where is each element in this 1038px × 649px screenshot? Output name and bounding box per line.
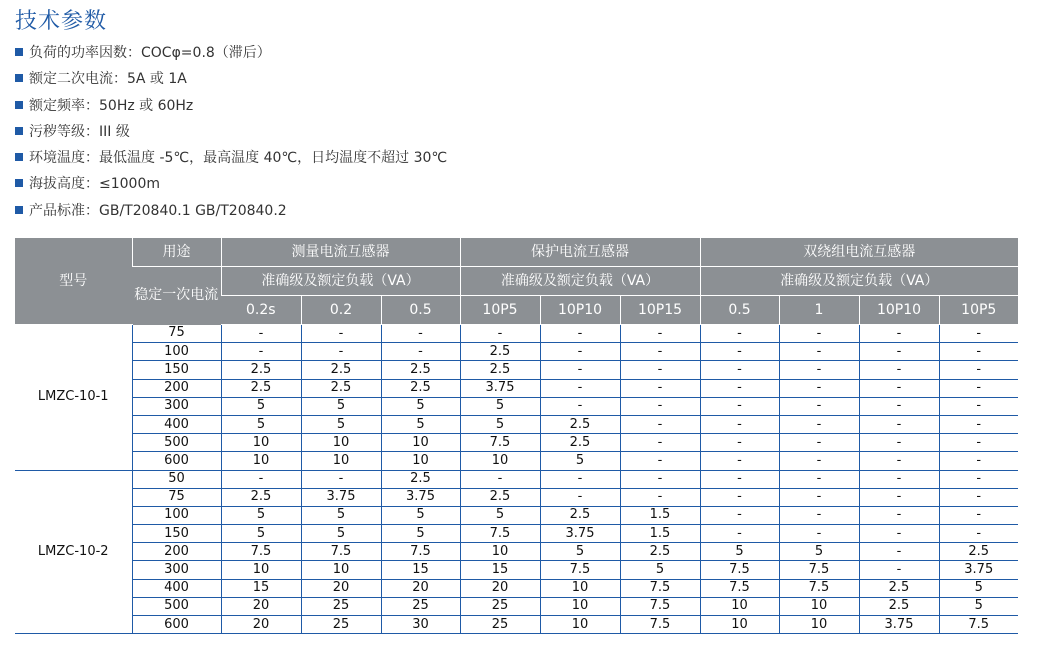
load-value-cell: 2.5 — [221, 361, 301, 379]
load-value-cell: - — [859, 452, 939, 470]
load-value-cell: 10 — [779, 597, 859, 615]
load-value-cell: 5 — [460, 415, 540, 433]
spec-list — [15, 40, 447, 224]
load-value-cell: 7.5 — [221, 543, 301, 561]
load-value-cell: - — [779, 470, 859, 488]
load-value-cell: 10 — [301, 434, 381, 452]
load-value-cell: - — [700, 325, 779, 343]
load-value-cell: 2.5 — [859, 597, 939, 615]
load-value-cell: 2.5 — [540, 434, 620, 452]
load-value-cell: - — [620, 415, 700, 433]
load-value-cell: 5 — [381, 506, 460, 524]
load-value-cell: 10 — [540, 579, 620, 597]
load-header: 准确级及额定负载（VA） — [460, 267, 700, 296]
load-value-cell: - — [460, 325, 540, 343]
spec-text: 产品标准：GB/T20840.1 GB/T20840.2 — [29, 202, 287, 219]
table-row — [15, 415, 1018, 433]
load-value-cell: 30 — [381, 616, 460, 634]
load-value-cell: - — [700, 525, 779, 543]
table-row — [15, 616, 1018, 634]
load-value-cell: 7.5 — [779, 561, 859, 579]
load-value-cell: - — [620, 488, 700, 506]
spec-text: 负荷的功率因数：COCφ=0.8（滞后） — [29, 45, 271, 61]
load-value-cell: 25 — [301, 616, 381, 634]
load-value-cell: 10 — [221, 561, 301, 579]
load-value-cell: - — [779, 415, 859, 433]
class-header: 10P10 — [859, 296, 939, 325]
load-value-cell: - — [540, 488, 620, 506]
load-value-cell: - — [381, 343, 460, 361]
square-bullet-icon — [15, 127, 23, 135]
load-value-cell: 2.5 — [381, 361, 460, 379]
table-row — [15, 525, 1018, 543]
load-value-cell: 5 — [301, 525, 381, 543]
class-header: 0.5 — [700, 296, 779, 325]
load-value-cell: 20 — [460, 579, 540, 597]
group-header-protection: 保护电流互感器 — [460, 238, 700, 267]
spec-table — [15, 238, 1018, 634]
table-row — [15, 561, 1018, 579]
group-header-measuring: 测量电流互感器 — [221, 238, 460, 267]
load-value-cell: 25 — [301, 597, 381, 615]
load-value-cell: 20 — [221, 597, 301, 615]
load-value-cell: 10 — [540, 597, 620, 615]
load-value-cell: 5 — [381, 415, 460, 433]
load-value-cell: 10 — [779, 616, 859, 634]
current-cell: 150 — [132, 525, 221, 543]
square-bullet-icon — [15, 74, 23, 82]
load-value-cell: 10 — [540, 616, 620, 634]
class-header: 10P5 — [460, 296, 540, 325]
spec-item — [15, 119, 447, 145]
load-value-cell: 10 — [381, 452, 460, 470]
load-value-cell: 5 — [221, 525, 301, 543]
primary-current-header: 稳定一次电流 — [132, 267, 221, 325]
load-value-cell: 5 — [779, 543, 859, 561]
load-value-cell: 7.5 — [939, 616, 1018, 634]
spec-item — [15, 171, 447, 197]
square-bullet-icon — [15, 48, 23, 56]
class-header: 10P15 — [620, 296, 700, 325]
load-value-cell: - — [620, 397, 700, 415]
current-cell: 75 — [132, 488, 221, 506]
spec-text: 额定频率：50Hz 或 60Hz — [29, 97, 194, 114]
load-value-cell: 5 — [301, 415, 381, 433]
load-value-cell: - — [301, 325, 381, 343]
load-value-cell: 5 — [381, 397, 460, 415]
load-value-cell: - — [620, 452, 700, 470]
load-value-cell: - — [939, 470, 1018, 488]
class-header: 0.2s — [221, 296, 301, 325]
load-value-cell: - — [700, 434, 779, 452]
load-value-cell: 2.5 — [301, 361, 381, 379]
load-value-cell: 10 — [700, 597, 779, 615]
spec-text: 污秽等级：III 级 — [29, 123, 130, 140]
load-value-cell: 10 — [301, 561, 381, 579]
load-value-cell: 5 — [301, 397, 381, 415]
load-value-cell: 2.5 — [540, 415, 620, 433]
load-value-cell: 5 — [460, 506, 540, 524]
load-value-cell: 10 — [301, 452, 381, 470]
spec-text: 额定二次电流：5A 或 1A — [29, 71, 187, 88]
load-value-cell: - — [301, 343, 381, 361]
square-bullet-icon — [15, 153, 23, 161]
load-value-cell: 15 — [460, 561, 540, 579]
load-value-cell: - — [939, 506, 1018, 524]
load-value-cell: 10 — [221, 452, 301, 470]
load-value-cell: 7.5 — [779, 579, 859, 597]
load-value-cell: 10 — [700, 616, 779, 634]
load-value-cell: 3.75 — [859, 616, 939, 634]
load-value-cell: - — [779, 434, 859, 452]
table-row — [15, 434, 1018, 452]
load-value-cell: 7.5 — [540, 561, 620, 579]
load-value-cell: - — [859, 361, 939, 379]
load-value-cell: - — [620, 343, 700, 361]
load-value-cell: - — [540, 397, 620, 415]
load-value-cell: 5 — [620, 561, 700, 579]
load-value-cell: - — [381, 325, 460, 343]
load-value-cell: - — [859, 434, 939, 452]
square-bullet-icon — [15, 179, 23, 187]
load-value-cell: 5 — [221, 506, 301, 524]
group-header-dual-winding: 双绕组电流互感器 — [700, 238, 1018, 267]
load-value-cell: 3.75 — [939, 561, 1018, 579]
load-value-cell: 2.5 — [381, 379, 460, 397]
load-value-cell: 5 — [381, 525, 460, 543]
load-value-cell: - — [939, 361, 1018, 379]
load-value-cell: 10 — [381, 434, 460, 452]
load-value-cell: - — [939, 452, 1018, 470]
table-header — [15, 238, 1018, 325]
load-value-cell: 5 — [939, 597, 1018, 615]
table-row — [15, 579, 1018, 597]
load-value-cell: - — [620, 434, 700, 452]
load-value-cell: 5 — [939, 579, 1018, 597]
table-row — [15, 488, 1018, 506]
current-cell: 600 — [132, 452, 221, 470]
load-value-cell: 3.75 — [301, 488, 381, 506]
load-value-cell: - — [859, 488, 939, 506]
load-value-cell: - — [939, 434, 1018, 452]
load-value-cell: - — [221, 343, 301, 361]
table-row — [15, 361, 1018, 379]
load-value-cell: 2.5 — [859, 579, 939, 597]
load-value-cell: - — [620, 379, 700, 397]
load-value-cell: - — [859, 343, 939, 361]
load-value-cell: - — [540, 470, 620, 488]
load-value-cell: 2.5 — [460, 488, 540, 506]
load-value-cell: 2.5 — [221, 379, 301, 397]
load-value-cell: - — [700, 379, 779, 397]
load-value-cell: 2.5 — [540, 506, 620, 524]
load-value-cell: 10 — [460, 543, 540, 561]
load-value-cell: 20 — [221, 616, 301, 634]
load-value-cell: - — [779, 506, 859, 524]
model-cell: LMZC-10-1 — [15, 325, 132, 471]
current-cell: 100 — [132, 506, 221, 524]
usage-header: 用途 — [132, 238, 221, 267]
load-value-cell: 25 — [460, 616, 540, 634]
load-value-cell: 15 — [221, 579, 301, 597]
load-value-cell: - — [540, 379, 620, 397]
load-value-cell: - — [779, 343, 859, 361]
load-header: 准确级及额定负载（VA） — [221, 267, 460, 296]
load-value-cell: - — [939, 488, 1018, 506]
load-value-cell: 10 — [221, 434, 301, 452]
spec-item — [15, 40, 447, 66]
load-value-cell: 5 — [460, 397, 540, 415]
current-cell: 600 — [132, 616, 221, 634]
spec-item — [15, 145, 447, 171]
load-value-cell: 25 — [381, 597, 460, 615]
square-bullet-icon — [15, 206, 23, 214]
table-row — [15, 379, 1018, 397]
load-value-cell: - — [221, 325, 301, 343]
current-cell: 200 — [132, 379, 221, 397]
load-value-cell: 5 — [221, 397, 301, 415]
table-row — [15, 452, 1018, 470]
table-row — [15, 506, 1018, 524]
spec-item — [15, 93, 447, 119]
load-value-cell: - — [939, 397, 1018, 415]
load-value-cell: 20 — [381, 579, 460, 597]
class-header: 0.2 — [301, 296, 381, 325]
load-header: 准确级及额定负载（VA） — [700, 267, 1018, 296]
load-value-cell: - — [700, 361, 779, 379]
load-value-cell: - — [779, 525, 859, 543]
load-value-cell: - — [460, 470, 540, 488]
load-value-cell: - — [221, 470, 301, 488]
load-value-cell: 7.5 — [620, 579, 700, 597]
class-header: 0.5 — [381, 296, 460, 325]
current-cell: 500 — [132, 597, 221, 615]
load-value-cell: 7.5 — [381, 543, 460, 561]
load-value-cell: 7.5 — [301, 543, 381, 561]
table-row — [15, 397, 1018, 415]
load-value-cell: 1.5 — [620, 525, 700, 543]
load-value-cell: 20 — [301, 579, 381, 597]
load-value-cell: - — [700, 452, 779, 470]
load-value-cell: - — [779, 452, 859, 470]
load-value-cell: - — [700, 488, 779, 506]
load-value-cell: - — [779, 325, 859, 343]
load-value-cell: 7.5 — [460, 434, 540, 452]
spec-text: 环境温度：最低温度 -5℃，最高温度 40℃，日均温度不超过 30℃ — [29, 150, 448, 167]
load-value-cell: - — [779, 361, 859, 379]
load-value-cell: 7.5 — [460, 525, 540, 543]
table-body — [15, 325, 1018, 634]
load-value-cell: - — [540, 325, 620, 343]
load-value-cell: - — [779, 488, 859, 506]
load-value-cell: - — [620, 325, 700, 343]
class-header: 10P5 — [939, 296, 1018, 325]
load-value-cell: - — [779, 379, 859, 397]
spec-text: 海拔高度：≤1000m — [29, 176, 160, 193]
load-value-cell: - — [939, 343, 1018, 361]
load-value-cell: 7.5 — [700, 561, 779, 579]
load-value-cell: - — [859, 561, 939, 579]
load-value-cell: 10 — [460, 452, 540, 470]
load-value-cell: - — [939, 325, 1018, 343]
page-title: 技术参数 — [15, 9, 108, 34]
load-value-cell: - — [859, 506, 939, 524]
spec-item — [15, 66, 447, 92]
load-value-cell: 5 — [221, 415, 301, 433]
class-header: 1 — [779, 296, 859, 325]
load-value-cell: - — [540, 343, 620, 361]
load-value-cell: 5 — [540, 543, 620, 561]
load-value-cell: - — [700, 343, 779, 361]
current-cell: 300 — [132, 561, 221, 579]
load-value-cell: 25 — [460, 597, 540, 615]
current-cell: 50 — [132, 470, 221, 488]
load-value-cell: 15 — [381, 561, 460, 579]
load-value-cell: - — [939, 415, 1018, 433]
model-header: 型号 — [15, 238, 132, 325]
table-row — [15, 597, 1018, 615]
load-value-cell: - — [939, 525, 1018, 543]
load-value-cell: - — [301, 470, 381, 488]
load-value-cell: - — [859, 470, 939, 488]
load-value-cell: 7.5 — [620, 597, 700, 615]
load-value-cell: 5 — [301, 506, 381, 524]
load-value-cell: - — [859, 325, 939, 343]
current-cell: 100 — [132, 343, 221, 361]
load-value-cell: - — [859, 415, 939, 433]
load-value-cell: 5 — [700, 543, 779, 561]
load-value-cell: 2.5 — [460, 343, 540, 361]
load-value-cell: 7.5 — [620, 616, 700, 634]
class-header: 10P10 — [540, 296, 620, 325]
load-value-cell: 2.5 — [221, 488, 301, 506]
load-value-cell: 3.75 — [381, 488, 460, 506]
current-cell: 400 — [132, 415, 221, 433]
current-cell: 200 — [132, 543, 221, 561]
table-row — [15, 325, 1018, 343]
load-value-cell: - — [859, 397, 939, 415]
load-value-cell: - — [859, 525, 939, 543]
current-cell: 150 — [132, 361, 221, 379]
load-value-cell: - — [620, 361, 700, 379]
load-value-cell: 2.5 — [620, 543, 700, 561]
table-row — [15, 543, 1018, 561]
current-cell: 75 — [132, 325, 221, 343]
load-value-cell: - — [859, 379, 939, 397]
current-cell: 300 — [132, 397, 221, 415]
load-value-cell: - — [859, 543, 939, 561]
current-cell: 500 — [132, 434, 221, 452]
load-value-cell: - — [779, 397, 859, 415]
load-value-cell: - — [700, 397, 779, 415]
load-value-cell: - — [700, 506, 779, 524]
load-value-cell: 2.5 — [381, 470, 460, 488]
load-value-cell: - — [700, 415, 779, 433]
table-row — [15, 470, 1018, 488]
load-value-cell: 5 — [540, 452, 620, 470]
load-value-cell: 2.5 — [460, 361, 540, 379]
load-value-cell: - — [540, 361, 620, 379]
square-bullet-icon — [15, 101, 23, 109]
load-value-cell: 3.75 — [460, 379, 540, 397]
load-value-cell: - — [620, 470, 700, 488]
load-value-cell: 1.5 — [620, 506, 700, 524]
table-row — [15, 343, 1018, 361]
load-value-cell: 3.75 — [540, 525, 620, 543]
spec-item — [15, 198, 447, 224]
model-cell: LMZC-10-2 — [15, 470, 132, 634]
load-value-cell: - — [700, 470, 779, 488]
load-value-cell: 7.5 — [700, 579, 779, 597]
load-value-cell: 2.5 — [301, 379, 381, 397]
load-value-cell: 2.5 — [939, 543, 1018, 561]
current-cell: 400 — [132, 579, 221, 597]
load-value-cell: - — [939, 379, 1018, 397]
